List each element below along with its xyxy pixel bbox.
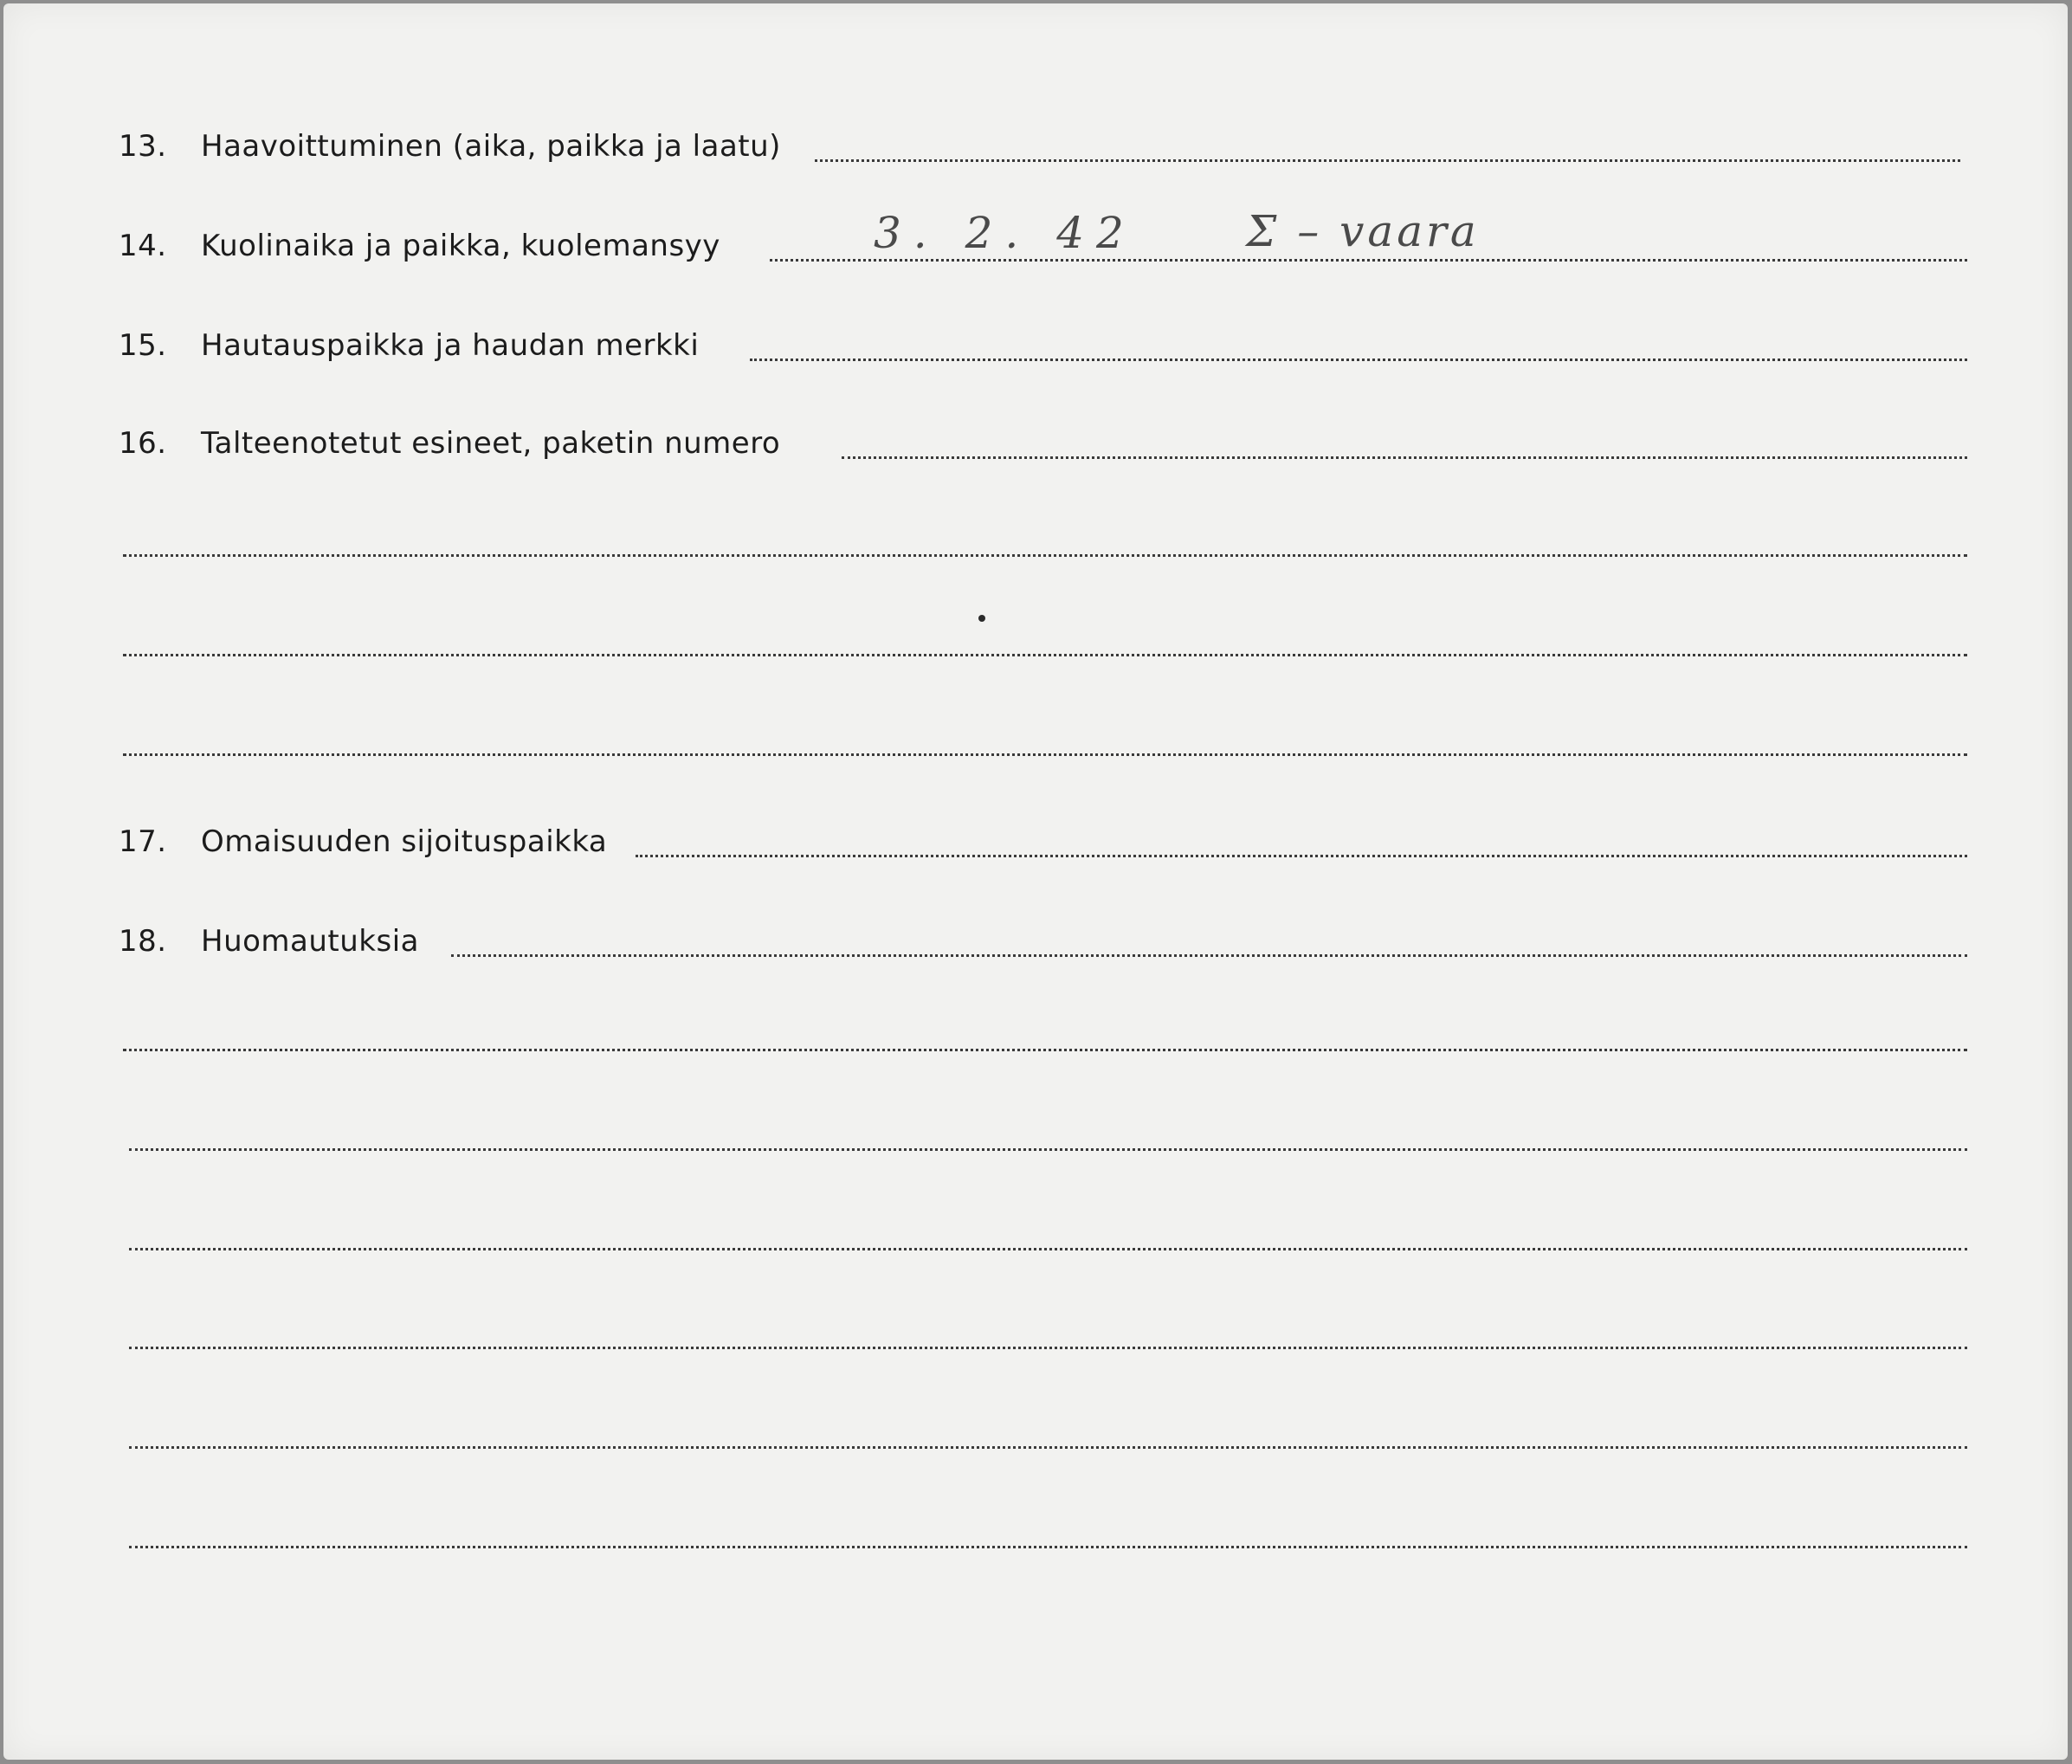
field-14 [3, 206, 2068, 272]
handwritten-place: Σ – vaara [1246, 206, 1480, 256]
continuation-line[interactable] [129, 1148, 1967, 1151]
field-18 [3, 915, 2068, 967]
field-label: Talteenotetut esineet, paketin numero [201, 426, 781, 461]
continuation-line[interactable] [123, 554, 1967, 557]
field-number: 16. [119, 426, 167, 461]
continuation-line[interactable] [123, 654, 1967, 656]
ink-speck [978, 615, 985, 622]
form-card [3, 3, 2068, 1760]
field-16 [3, 417, 2068, 469]
continuation-line[interactable] [129, 1446, 1967, 1449]
field-13 [3, 120, 2068, 172]
field-label: Hautauspaikka ja haudan merkki [201, 328, 700, 363]
continuation-line[interactable] [123, 753, 1967, 756]
handwritten-date: 3. 2. 42 [874, 208, 1136, 258]
field-number: 18. [119, 924, 167, 959]
answer-line[interactable] [842, 456, 1967, 459]
field-number: 13. [119, 129, 167, 164]
continuation-line[interactable] [129, 1248, 1967, 1250]
answer-line[interactable] [451, 954, 1967, 957]
answer-line[interactable] [636, 855, 1967, 857]
field-number: 15. [119, 328, 167, 363]
field-number: 14. [119, 229, 167, 263]
field-number: 17. [119, 824, 167, 859]
field-label: Kuolinaika ja paikka, kuolemansyy [201, 229, 720, 263]
answer-line[interactable] [770, 259, 1967, 262]
continuation-line[interactable] [129, 1546, 1967, 1548]
field-label: Omaisuuden sijoituspaikka [201, 824, 608, 859]
field-label: Haavoittuminen (aika, paikka ja laatu) [201, 129, 781, 164]
answer-line[interactable] [750, 359, 1967, 361]
field-label: Huomautuksia [201, 924, 419, 959]
field-15 [3, 320, 2068, 372]
answer-line[interactable] [815, 159, 1960, 162]
field-17 [3, 816, 2068, 868]
continuation-line[interactable] [129, 1347, 1967, 1349]
continuation-line[interactable] [123, 1049, 1967, 1051]
